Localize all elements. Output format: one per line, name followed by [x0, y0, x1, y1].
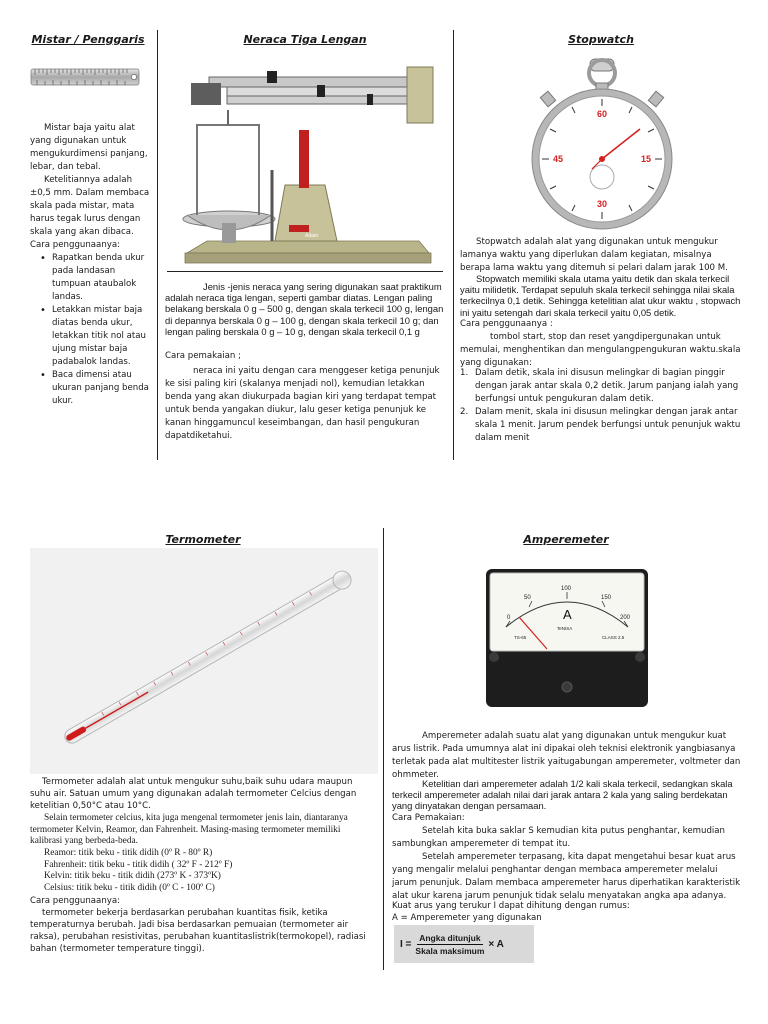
neraca-paragraph-2: neraca ini yaitu dengan cara menggeser ketiga penunjuk ke sisi paling kiri (skalanya menjadi nol), kemudian letakkan benda yang akan diukurpada bagian kiri yang terdapat tempat untuk benda yangakan diukur, lalu geser ketiga penunjuk ke kanan hinggamuncul keseimbangan, dan hasil pengukuran dapatdiketahui. — [165, 366, 440, 441]
stopwatch-scale-item: 1. Dalam detik, skala ini disusun melingkar di bagian pinggir dengan jarak antar skala 0,2 detik. Jarum panjang ialah yang berfungsi untuk pengukuran dalam detik. — [460, 368, 739, 404]
thermometer-image — [30, 548, 378, 774]
amperemeter-usage-label: Cara Pemakaian: — [392, 813, 465, 823]
termometer-title: Termometer — [165, 533, 241, 546]
amperemeter-paragraph-4: Setelah amperemeter terpasang, kita dapat mengetahui besar kuat arus yang mengalir melalui penghantar dengan membaca amperemeter melalui jarum penunjuk. Dalam membaca amperemeter harus diperhatikan karakteristik alat ukur karena jarum penunjuk tidak selalu menyatakan angka apa adanya. — [392, 852, 741, 901]
ruler-image — [30, 66, 142, 88]
amperemeter-paragraph-5: Kuat arus yang terukur I dapat dihitung dengan rumus: — [392, 901, 630, 911]
formula-rhs: × A — [488, 938, 504, 950]
meter-tick-label: 0 — [507, 615, 511, 621]
termometer-scale-item: Kelvin: titik beku - titik didih (273º K - 373ºK) — [44, 871, 221, 882]
mistar-steps — [36, 252, 152, 408]
stopwatch-scale-list — [460, 367, 744, 445]
amperemeter-paragraph-6: A = Amperemeter yang digunakan — [392, 913, 542, 923]
neraca-title: Neraca Tiga Lengan — [243, 33, 367, 46]
meter-model: TS-65 — [514, 635, 527, 640]
termometer-paragraph-1: Termometer adalah alat untuk mengukur suhu,baik suhu udara maupun suhu air. Satuan umum yang digunakan adalah termometer Celcius dengan ketelitian 0,50°C atau 10°C. — [30, 777, 357, 811]
dial-label-15: 15 — [640, 154, 652, 164]
dial-label-60: 60 — [596, 109, 608, 119]
dial-label-45: 45 — [552, 154, 564, 164]
termometer-paragraph-2: Selain termometer celcius, kita juga mengenal termometer jenis lain, diantaranya termometer Kelvin, Reamor, dan Fahrenheit. Masing-masing termometer memiliki kalibrasi yang berbeda-beda. — [30, 813, 348, 847]
stopwatch-image — [526, 53, 678, 233]
amperemeter-title: Amperemeter — [523, 533, 609, 546]
meter-tick-label: 50 — [524, 595, 531, 601]
stopwatch-scale-text: Dalam detik, skala ini disusun melingkar di bagian pinggir dengan jarak antar skala 0,2 detik. Jarum panjang ialah yang berfungsi untuk pengukuran dalam detik. — [475, 368, 739, 404]
current-formula — [394, 925, 534, 963]
mistar-step: • Baca dimensi atau ukuran panjang benda ukur. — [36, 369, 152, 408]
neraca-usage-label: Cara pemakaian ; — [165, 351, 241, 361]
column-divider-1 — [157, 30, 158, 460]
amperemeter-paragraph-3: Setelah kita buka saklar S kemudian kita putus penghantar, kemudian sambungkan amperemeter di tempat itu. — [392, 826, 726, 849]
amperemeter-paragraph-1: Amperemeter adalah suatu alat yang digunakan untuk mengukur kuat arus listrik. Pada umumnya alat ini dipakai oleh teknisi elektronik yangbiasanya terletak pada alat multitester listrik yaitugabungan amperemeter, voltmeter dan ohmmeter. — [392, 731, 741, 780]
termometer-scale-item: Reamor: titik beku - titik didih (0º R - 80º R) — [44, 848, 213, 858]
triple-beam-balance-image — [167, 55, 443, 271]
stopwatch-paragraph-1: Stopwatch adalah alat yang digunakan untuk mengukur lamanya waktu yang diperlukan dalam kegiatan, misalnya berapa lama waktu yang ditemuh si pelari dalam jarak 100 M. — [460, 237, 728, 273]
meter-brand: TeNISA — [557, 626, 573, 631]
meter-class-label: CLASS 2.5 — [602, 635, 625, 640]
meter-tick-label: 200 — [620, 615, 631, 621]
termometer-usage-label: Cara penggunaanya: — [30, 896, 121, 906]
formula-fraction — [415, 933, 484, 956]
dial-label-30: 30 — [596, 199, 608, 209]
meter-tick-label: 150 — [601, 595, 612, 601]
mistar-step: • Letakkan mistar baja diatas benda ukur, letakkan titik nol atau ujung mistar baja padabalok landas. — [36, 304, 152, 369]
meter-tick-label: 100 — [561, 586, 572, 592]
column-divider-3 — [383, 528, 384, 970]
formula-numerator: Angka ditunjuk — [419, 932, 481, 943]
ammeter-image — [484, 567, 650, 709]
balance-brand: Adam — [305, 233, 319, 239]
amperemeter-paragraph-2: Ketelitian dari amperemeter adalah 1/2 kali skala terkecil, sedangkan skala terkecil amperemeter adalah nilai dari jarak antara 2 kala yang saling berdekatan yang dinyatakan dengan persamaan. — [392, 778, 733, 812]
formula-denominator: Skala maksimum — [415, 945, 485, 956]
meter-unit-label: A — [563, 607, 572, 622]
mistar-step: • Rapatkan benda ukur pada landasan tumpuan ataubalok landas. — [36, 252, 152, 304]
mistar-title: Mistar / Penggaris — [31, 33, 145, 46]
stopwatch-paragraph-2: Stopwatch memiliki skala utama yaitu detik dan skala terkecil yaitu milidetik. Terdapat sepuluh skala terkecil sehingga nilai skala terkecilnya 0,1 detik. Sehingga ketelitian alat ukur waktu , stopwach ini yaitu setengah dari skala terkecil yaitu 0,05 detik. — [460, 273, 741, 318]
stopwatch-usage-label: Cara penggunaanya : — [460, 319, 553, 329]
mistar-text — [30, 122, 152, 408]
stopwatch-scale-item: 2. Dalam menit, skala ini disusun melingkar dengan jarak antar skala 1 menit. Jarum pendek berfungsi untuk penunjuk waktu dalam menit — [460, 407, 741, 443]
stopwatch-scale-text: Dalam menit, skala ini disusun melingkar dengan jarak antar skala 1 menit. Jarum pendek berfungsi untuk penunjuk waktu dalam menit — [475, 407, 741, 443]
mistar-usage-label: Cara penggunaanya: — [30, 240, 121, 250]
termometer-scale-item: Celsius: titik beku - titik didih (0º C - 100º C) — [44, 882, 215, 893]
termometer-scale-item: Fahrenheit: titik beku - titik didih ( 32º F - 212º F) — [44, 859, 233, 870]
stopwatch-paragraph-3: tombol start, stop dan reset yangdipergunakan untuk memulai, menghentikan dan mengulangpengukuran waktu.skala yang digunakan: — [460, 332, 741, 368]
mistar-paragraph-1: Mistar baja yaitu alat yang digunakan untuk mengukurdimensi panjang, lebar, dan tebal. — [30, 123, 148, 172]
neraca-paragraph-1: Jenis -jenis neraca yang sering digunakan saat praktikum adalah neraca tiga lengan, seperti gambar diatas. Lengan paling belakang berskala 0 g – 500 g, dengan skala terkecil 100 g, lengan di depannya berskala 0 g – 100 g, dengan skala terkecil 10 g; dan lengan paling berskala 0 g – 10 g, dengan skala terkecil 0,1 g — [165, 281, 444, 337]
formula-lhs: I = — [400, 938, 412, 950]
termometer-scale-list — [44, 848, 374, 894]
mistar-paragraph-2: Ketelitiannya adalah ±0,5 mm. Dalam membaca skala pada mistar, mata harus tegak lurus dengan skala yang akan dibaca. — [30, 175, 150, 237]
neraca-separator — [167, 271, 443, 272]
column-divider-2 — [453, 30, 454, 460]
stopwatch-title: Stopwatch — [568, 33, 634, 46]
termometer-paragraph-3: termometer bekerja berdasarkan perubahan kuantitas fisik, ketika temperaturnya berubah. Jadi bisa berdasarkan pemuaian (termometer air raksa), perubahan resistivitas, perubahan kuantitaslistrik(termokopel), radiasi bahan (termometer temperature tinggi). — [30, 908, 366, 954]
